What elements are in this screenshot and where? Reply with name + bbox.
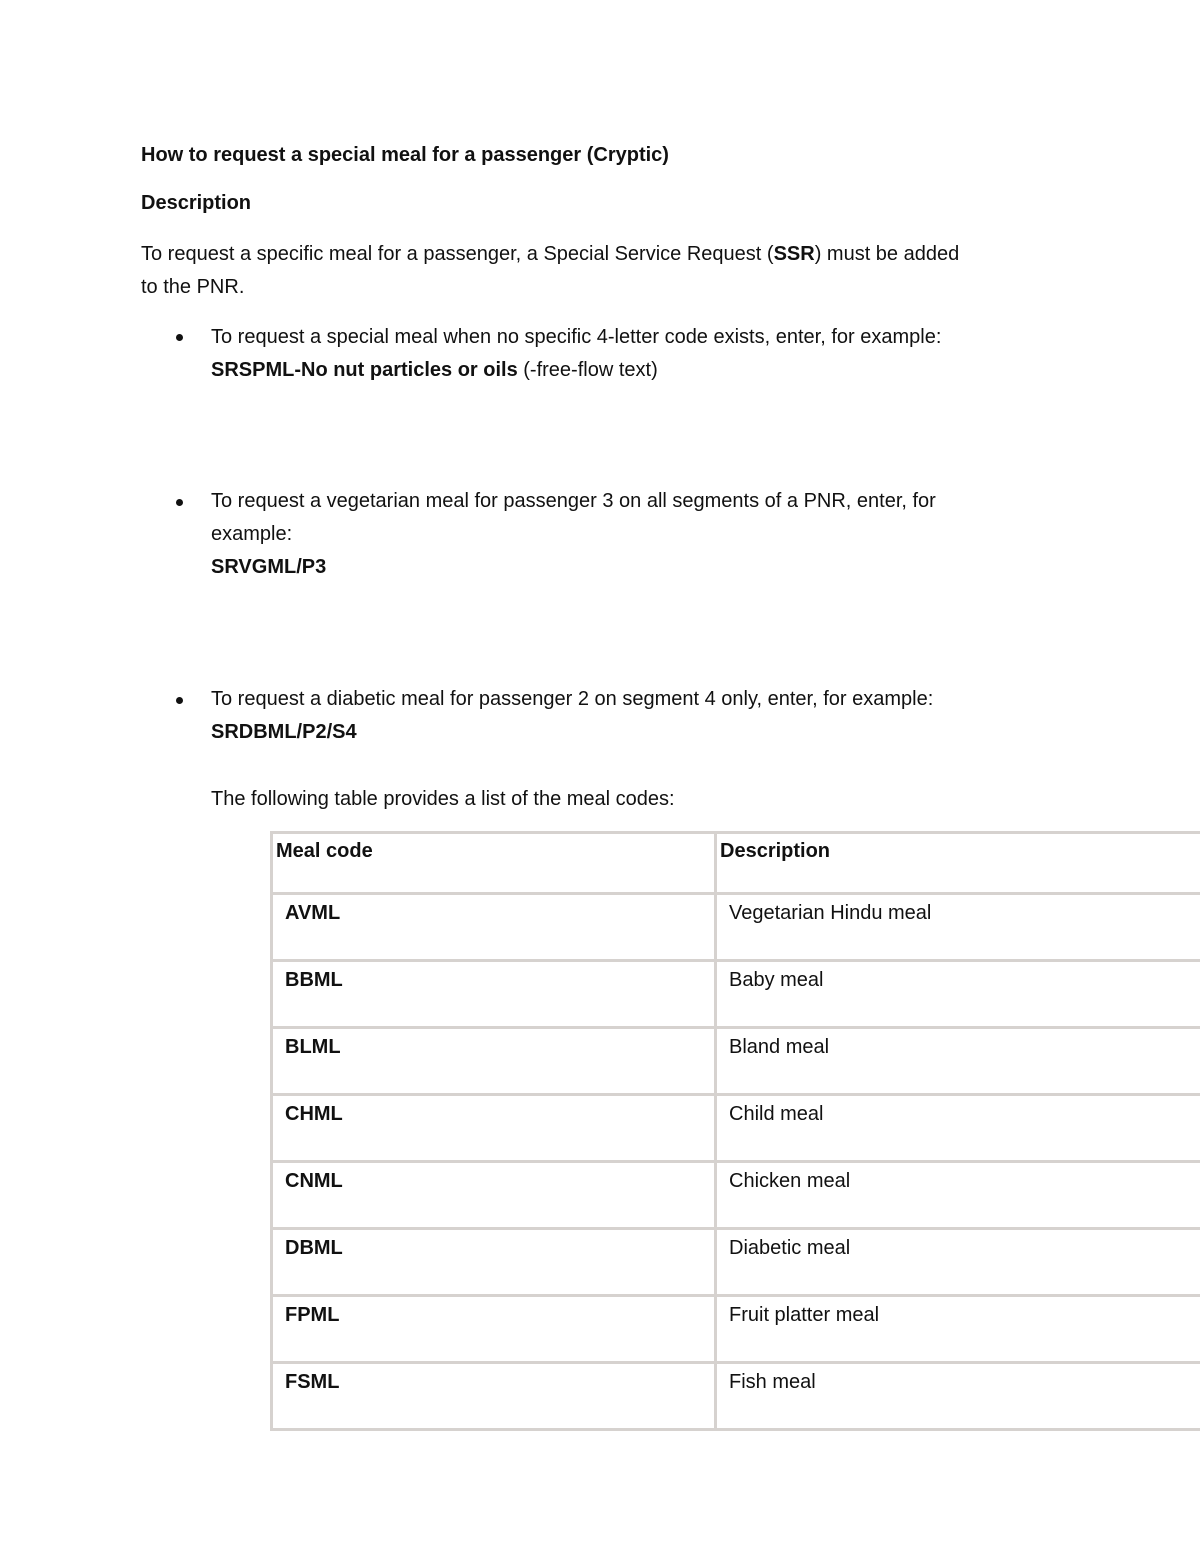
- bullet-text: To request a special meal when no specific 4-letter code exists, enter, for example:: [211, 326, 942, 348]
- meal-code-cell: CHML: [272, 1095, 716, 1162]
- table-row: [272, 961, 1200, 1028]
- bullet-command: SRDBML/P2/S4: [211, 721, 357, 743]
- bullet-command: SRVGML/P3: [211, 556, 327, 578]
- page-title: How to request a special meal for a passenger (Cryptic): [141, 144, 669, 166]
- intro-text-line2: to the PNR.: [141, 276, 245, 298]
- table-header-row: [272, 833, 1200, 894]
- table-intro: The following table provides a list of the meal codes:: [211, 788, 675, 810]
- meal-code-cell: FSML: [272, 1363, 716, 1430]
- meal-description-cell: Vegetarian Hindu meal: [716, 894, 1200, 961]
- meal-description-cell: Child meal: [716, 1095, 1200, 1162]
- meal-description-cell: Chicken meal: [716, 1162, 1200, 1229]
- meal-description-cell: Bland meal: [716, 1028, 1200, 1095]
- bullet-text: To request a vegetarian meal for passenger 3 on all segments of a PNR, enter, for: [211, 490, 936, 512]
- table-row: [272, 1363, 1200, 1430]
- meal-code-cell: DBML: [272, 1229, 716, 1296]
- meal-description-cell: Fruit platter meal: [716, 1296, 1200, 1363]
- table-row: [272, 894, 1200, 961]
- bullet-text-continued: example:: [211, 523, 293, 545]
- meal-code-cell: BLML: [272, 1028, 716, 1095]
- bullet-icon: [176, 697, 183, 704]
- bullet-icon: [176, 334, 183, 341]
- table-row: [272, 1028, 1200, 1095]
- meal-description-cell: Diabetic meal: [716, 1229, 1200, 1296]
- intro-text-before: To request a specific meal for a passenger, a Special Service Request (: [141, 243, 774, 265]
- column-header-meal-code: Meal code: [272, 833, 716, 894]
- intro-text-after: ) must be added: [814, 243, 960, 265]
- column-header-description: Description: [716, 833, 1200, 894]
- meal-code-cell: CNML: [272, 1162, 716, 1229]
- bullet-text: To request a diabetic meal for passenger 2 on segment 4 only, enter, for example:: [211, 688, 934, 710]
- section-heading: Description: [141, 192, 252, 214]
- meal-code-cell: BBML: [272, 961, 716, 1028]
- meal-description-cell: Baby meal: [716, 961, 1200, 1028]
- meal-code-cell: FPML: [272, 1296, 716, 1363]
- table-row: [272, 1229, 1200, 1296]
- meal-description-cell: Fish meal: [716, 1363, 1200, 1430]
- bullet-command-suffix: (-free-flow text): [517, 359, 658, 381]
- table-row: [272, 1095, 1200, 1162]
- bullet-command: SRSPML-No nut particles or oils: [211, 359, 518, 381]
- table-row: [272, 1162, 1200, 1229]
- bullet-icon: [176, 499, 183, 506]
- meal-codes-table: [270, 831, 1200, 1431]
- meal-code-cell: AVML: [272, 894, 716, 961]
- table-row: [272, 1296, 1200, 1363]
- intro-ssr-term: SSR: [773, 243, 815, 265]
